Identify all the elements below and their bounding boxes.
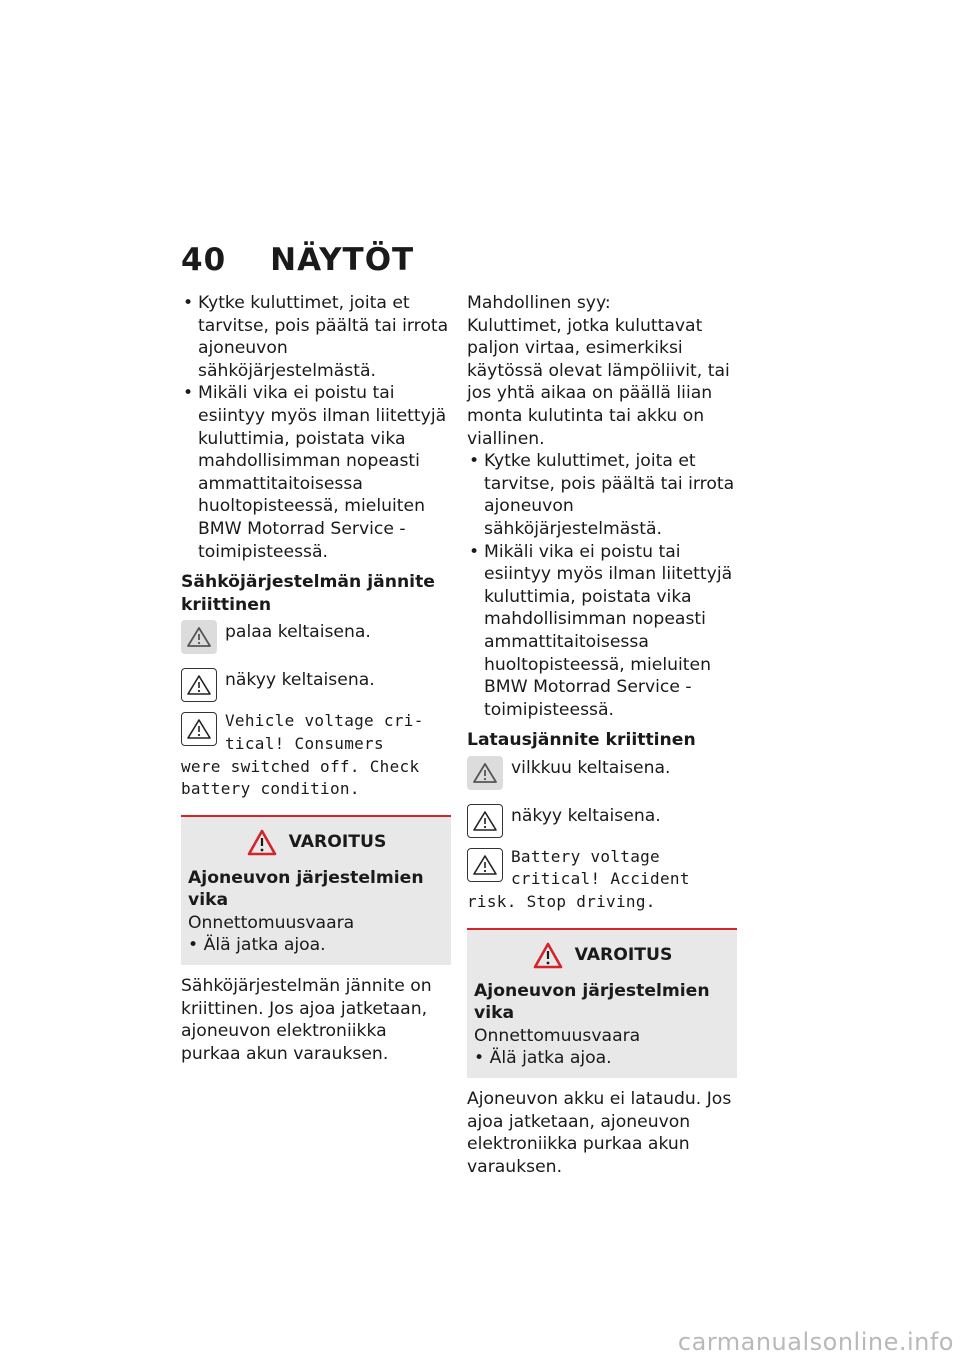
warning-triangle-icon	[467, 756, 503, 790]
message-line: critical! Accident	[511, 869, 690, 889]
warning-triangle-icon	[181, 668, 217, 702]
left-column	[181, 292, 451, 1065]
warning-text: Onnettomuusvaara	[188, 912, 355, 933]
watermark: carmanualsonline.info	[677, 1328, 954, 1356]
cause-label: Mahdollinen syy:	[467, 293, 611, 313]
warning-triangle-icon	[467, 804, 503, 838]
warning-text: • Älä jatka ajoa.	[188, 935, 326, 956]
page-number: 40	[181, 242, 227, 278]
indicator-text: näkyy keltaisena.	[511, 805, 661, 826]
page-title: NÄYTÖT	[270, 242, 415, 278]
paragraph: Kuluttimet, jotka kuluttavat paljon virtaa, esimerkiksi käytössä olevat lämpöliivit, tai jos yhtä aikaa on päällä liian monta kulutinta tai akku on viallinen.	[467, 315, 730, 449]
section-heading: Sähköjärjestelmän jännite kriittinen	[181, 572, 435, 615]
warning-title: VAROITUS	[288, 832, 387, 853]
indicator-text: näkyy keltaisena.	[225, 670, 375, 691]
list-item: • Mikäli vika ei poistu tai esiintyy myös ilman liitettyjä kuluttimia, poistata vika mahdollisimman nopeasti ammattitaitoisessa huoltopisteessä, mieluiten BMW Motorrad Service -toimipisteessä.	[181, 382, 451, 563]
indicator-row	[467, 804, 737, 838]
warning-subtitle: Ajoneuvon järjestelmien vika	[188, 867, 424, 911]
indicator-text: vilkkuu keltaisena.	[511, 757, 671, 778]
message-line: risk. Stop driving.	[467, 892, 656, 912]
right-column	[467, 292, 737, 1178]
warning-box	[181, 815, 451, 965]
warning-triangle-icon	[181, 620, 217, 654]
warning-triangle-icon	[181, 712, 217, 746]
page-header	[181, 242, 414, 278]
message-line: Vehicle voltage cri-	[225, 711, 424, 731]
list-item: • Mikäli vika ei poistu tai esiintyy myös ilman liitettyjä kuluttimia, poistata vika mahdollisimman nopeasti ammattitaitoisessa huoltopisteessä, mieluiten BMW Motorrad Service -toimipisteessä.	[467, 541, 737, 722]
paragraph: Ajoneuvon akku ei lataudu. Jos ajoa jatketaan, ajoneuvon elektroniikka purkaa akun varauksen.	[467, 1089, 732, 1177]
warning-triangle-icon	[247, 829, 277, 857]
list-item: • Kytke kuluttimet, joita et tarvitse, pois päältä tai irrota ajoneuvon sähköjärjestelmästä.	[181, 292, 451, 382]
message-line: were switched off. Check	[181, 756, 420, 776]
list-item: • Kytke kuluttimet, joita et tarvitse, pois päältä tai irrota ajoneuvon sähköjärjestelmästä.	[467, 450, 737, 540]
warning-subtitle: Ajoneuvon järjestelmien vika	[474, 980, 710, 1024]
indicator-row	[181, 668, 451, 702]
message-line: Battery voltage	[511, 846, 660, 866]
display-message	[467, 846, 737, 891]
display-message	[181, 710, 451, 755]
indicator-row	[467, 756, 737, 790]
warning-text: • Älä jatka ajoa.	[474, 1048, 612, 1069]
warning-header	[188, 829, 445, 857]
warning-triangle-icon	[467, 848, 503, 882]
paragraph: Sähköjärjestelmän jännite on kriittinen. Jos ajoa jatketaan, ajoneuvon elektroniikka purkaa akun varauksen.	[181, 976, 432, 1064]
indicator-row	[181, 620, 451, 654]
warning-triangle-icon	[533, 942, 563, 970]
indicator-text: palaa keltaisena.	[225, 622, 371, 643]
warning-title: VAROITUS	[574, 945, 673, 966]
warning-box	[467, 928, 737, 1078]
message-line: battery condition.	[181, 779, 360, 799]
message-line: tical! Consumers	[225, 733, 384, 753]
section-heading: Latausjännite kriittinen	[467, 730, 696, 751]
warning-text: Onnettomuusvaara	[474, 1025, 641, 1046]
warning-header	[474, 942, 731, 970]
